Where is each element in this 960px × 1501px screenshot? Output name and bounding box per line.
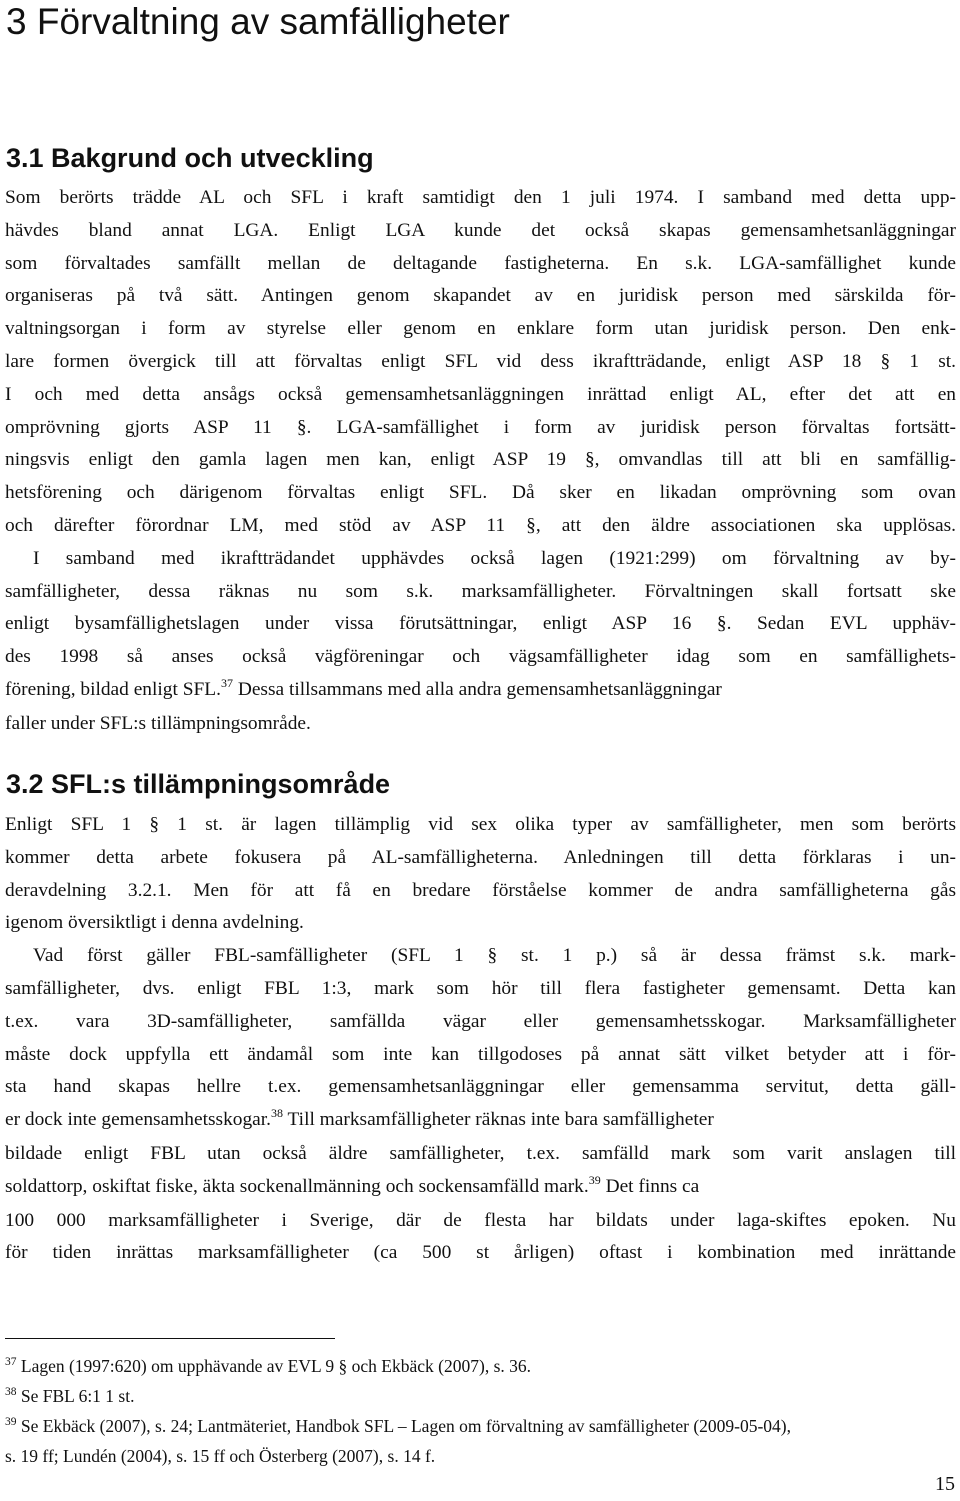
section-heading-3-1: 3.1 Bakgrund och utveckling (6, 143, 374, 173)
text-fragment: soldattorp, oskiftat fiske, äkta sockenallmänning och sockensamfälld mark. (5, 1175, 589, 1197)
text-line: som förvaltades samfällt mellan de deltagande fastigheterna. En s.k. LGA-samfällighet kunde (5, 252, 956, 274)
footnote-39 (5, 1413, 956, 1443)
footnote-ref-37[interactable]: 37 (220, 675, 233, 690)
text-fragment: Till marksamfälligheter räknas inte bara samfälligheter (283, 1109, 714, 1131)
text-line: igenom översiktligt i denna avdelning. (5, 912, 304, 934)
footnote-number: 37 (5, 1356, 17, 1368)
section-heading-3-2: 3.2 SFL:s tillämpningsområde (6, 769, 391, 799)
text-line: och därefter förordnar LM, med stöd av ASP 11 §, att den äldre associationen ska upplösas. (5, 514, 956, 536)
footnote-37 (5, 1353, 956, 1383)
text-line (5, 674, 956, 708)
text-line: deravdelning 3.2.1. Men för att få en bredare förståelse kommer de andra samfälligheterna gås (5, 879, 956, 901)
text-line: Som berörts trädde AL och SFL i kraft samtidigt den 1 juli 1974. I samband med detta upp- (5, 187, 956, 208)
footnote-number: 39 (5, 1416, 17, 1428)
text-fragment: förening, bildad enligt SFL. (5, 678, 221, 700)
text-line: lare formen övergick till att förvaltas enligt SFL vid dess ikraftträdande, enligt ASP 18 § 1 st. (5, 350, 956, 372)
text-line: I och med detta ansågs också gemensamhetsanläggningen inrättad enligt AL, efter det att en (5, 383, 956, 405)
text-line: valtningsorgan i form av styrelse eller genom en enklare form utan juridisk person. Den enk- (5, 318, 956, 340)
text-fragment: er dock inte gemensamhetsskogar. (5, 1109, 272, 1131)
text-line: Enligt SFL 1 § 1 st. är lagen tillämplig vid sex olika typer av samfälligheter, men som berörts (5, 814, 956, 835)
text-line: organiseras på två sätt. Antingen genom skapandet av en juridisk person med särskilda för- (5, 285, 956, 307)
text-line (5, 1104, 956, 1138)
section-3-2-body (5, 809, 956, 1270)
text-line: samfälligheter, dessa räknas nu som s.k. marksamfälligheter. Förvaltningen skall fortsatt ske (5, 580, 956, 602)
footnote-number: 38 (5, 1386, 17, 1398)
text-line: hävdes bland annat LGA. Enligt LGA kunde det också skapas gemensamhetsanläggningar (5, 219, 956, 241)
section-3-1-body (5, 182, 956, 741)
text-line: bildade enligt FBL utan också äldre samfälligheter, t.ex. samfälld mark som varit anslagen till (5, 1142, 956, 1164)
footnote-text: Lagen (1997:620) om upphävande av EVL 9 § och Ekbäck (2007), s. 36. (20, 1356, 531, 1376)
footnote-39-continued (5, 1443, 956, 1470)
text-line: kommer detta arbete fokusera på AL-samfälligheterna. Anledningen till detta förklaras i un- (5, 846, 956, 868)
text-line (5, 1171, 956, 1205)
footnote-text: Se Ekbäck (2007), s. 24; Lantmäteriet, Handbok SFL – Lagen om förvaltning av samfälligheter (2009-05-04), (20, 1416, 792, 1436)
footnote-separator (5, 1338, 335, 1339)
footnote-ref-39[interactable]: 39 (588, 1172, 601, 1187)
footnotes (5, 1353, 956, 1470)
footnote-text: Se FBL 6:1 1 st. (20, 1386, 135, 1406)
page-number: 15 (935, 1473, 955, 1495)
text-line: Vad först gäller FBL-samfälligheter (SFL 1 § st. 1 p.) så är dessa främst s.k. mark- (33, 945, 956, 967)
text-line: des 1998 så anses också vägföreningar och vägsamfälligheter idag som en samfällighets- (5, 646, 956, 668)
footnote-text: s. 19 ff; Lundén (2004), s. 15 ff och Österberg (2007), s. 14 f. (5, 1446, 436, 1466)
chapter-title: 3 Förvaltning av samfälligheter (6, 1, 510, 42)
footnote-38 (5, 1383, 956, 1413)
text-fragment: Dessa tillsammans med alla andra gemensamhetsanläggningar (232, 678, 722, 700)
text-line: omprövning gjorts ASP 11 §. LGA-samfällighet i form av juridisk person förvaltas fortsätt- (5, 416, 956, 438)
text-line: för tiden inrättas marksamfälligheter (ca 500 st årligen) oftast i kombination med inrättande (5, 1242, 956, 1264)
text-line: hetsförening och därigenom förvaltas enligt SFL. Då sker en likadan omprövning som ovan (5, 482, 956, 504)
text-line: 100 000 marksamfälligheter i Sverige, där de flesta har bildats under laga-skiftes epoken. Nu (5, 1209, 956, 1231)
text-line: t.ex. vara 3D-samfälligheter, samfällda vägar eller gemensamhetsskogar. Marksamfälligheter (5, 1010, 956, 1032)
text-fragment: Det finns ca (600, 1175, 700, 1197)
text-line: ningsvis enligt den gamla lagen men kan, enligt ASP 19 §, omvandlas till att bli en samfällig- (5, 449, 956, 471)
text-line: samfälligheter, dvs. enligt FBL 1:3, mark som hör till flera fastigheter gemensamt. Detta kan (5, 977, 956, 999)
footnote-ref-38[interactable]: 38 (271, 1106, 284, 1121)
text-line: I samband med ikraftträdandet upphävdes också lagen (1921:299) om förvaltning av by- (33, 547, 956, 569)
text-line: faller under SFL:s tillämpningsområde. (5, 712, 311, 734)
text-line: sta hand skapas hellre t.ex. gemensamhetsanläggningar eller gemensamma servitut, detta gäll- (5, 1076, 956, 1098)
text-line: enligt bysamfällighetslagen under vissa förutsättningar, enligt ASP 16 §. Sedan EVL upphäv- (5, 613, 956, 635)
text-line: måste dock uppfylla ett ändamål som inte kan tillgodoses på annat sätt vilket betyder att i för- (5, 1043, 956, 1065)
